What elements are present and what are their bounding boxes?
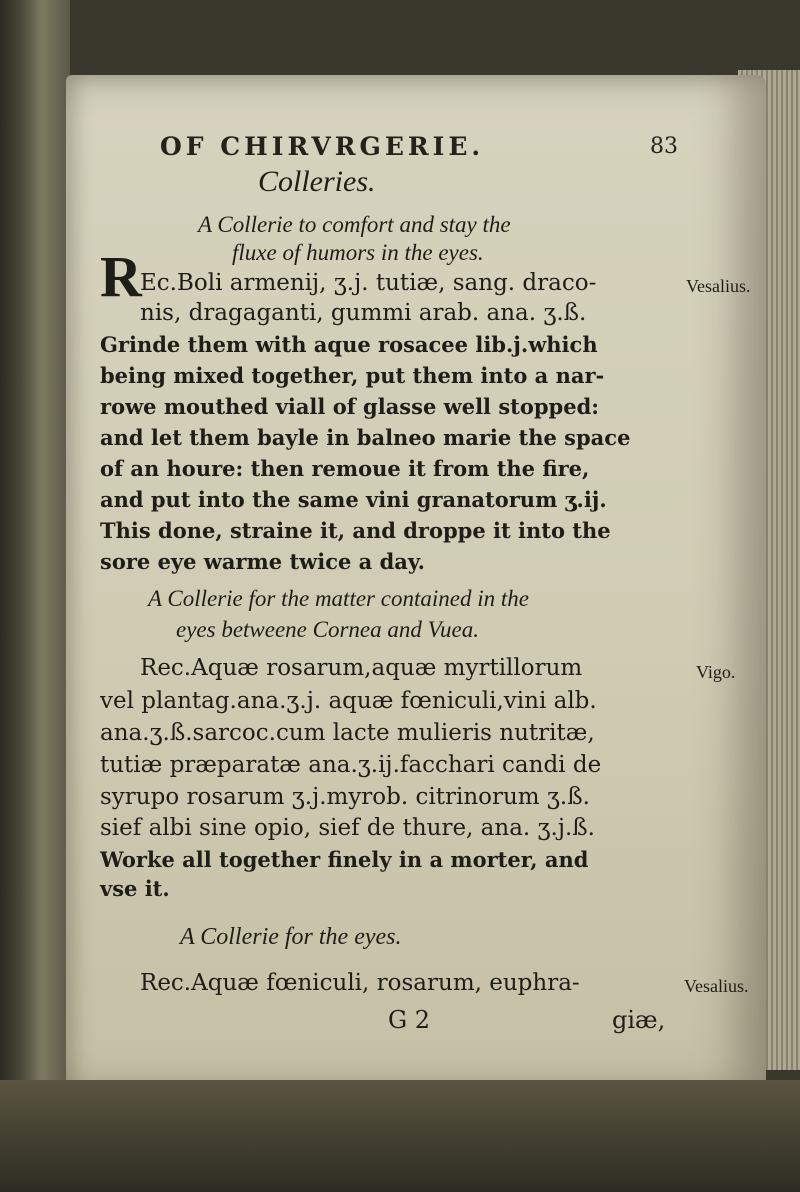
page-number: 83 (650, 134, 678, 159)
body-line: tutiæ præparatæ ana.ʒ.ij.facchari candi de (100, 752, 602, 778)
body-line: of an houre: then remoue it from the fire, (100, 456, 590, 481)
body-line: Grinde them with aque rosacee lib.j.which (100, 332, 598, 357)
section-heading: Colleries. (258, 165, 376, 198)
subheading-line: A Collerie to comfort and stay the (198, 212, 511, 237)
body-line: Rec.Aquæ fœniculi, rosarum, euphra- (140, 970, 580, 996)
section-heading-line: eyes betweene Cornea and Vuea. (176, 617, 479, 642)
body-line: ana.ʒ.ß.sarcoc.cum lacte mulieris nutritæ, (100, 720, 595, 746)
body-line: vse it. (100, 876, 170, 901)
body-line: This done, straine it, and droppe it into the (100, 518, 611, 543)
section-heading: A Collerie for the eyes. (180, 924, 402, 950)
body-line: nis, dragaganti, gummi arab. ana. ʒ.ß. (140, 300, 587, 326)
running-head: OF CHIRVRGERIE. (160, 132, 485, 161)
section-heading-line: A Collerie for the matter contained in the (148, 586, 529, 611)
body-line: vel plantag.ana.ʒ.j. aquæ fœniculi,vini alb. (100, 688, 597, 714)
signature-mark: G 2 (388, 1006, 431, 1034)
body-line: and put into the same vini granatorum ʒ.ij. (100, 487, 607, 512)
body-line: sore eye warme twice a day. (100, 549, 425, 574)
catchword: giæ, (612, 1006, 666, 1034)
initial-capital: R (100, 244, 142, 309)
body-line: syrupo rosarum ʒ.j.myrob. citrinorum ʒ.ß. (100, 784, 590, 810)
margin-note: Vesalius. (686, 276, 751, 296)
margin-note: Vigo. (696, 662, 736, 682)
body-line: Worke all together finely in a morter, and (100, 847, 589, 872)
subheading-line: fluxe of humors in the eyes. (232, 240, 484, 265)
body-line: rowe mouthed viall of glasse well stopped: (100, 394, 600, 419)
body-line: Ec.Boli armenij, ʒ.j. tutiæ, sang. draco- (140, 270, 597, 296)
body-line: Rec.Aquæ rosarum,aquæ myrtillorum (140, 655, 583, 681)
body-line: sief albi sine opio, sief de thure, ana. ʒ.j.ß. (100, 815, 595, 841)
body-line: being mixed together, put them into a nar- (100, 363, 605, 388)
margin-note: Vesalius. (684, 976, 749, 996)
body-line: and let them bayle in balneo marie the space (100, 425, 631, 450)
